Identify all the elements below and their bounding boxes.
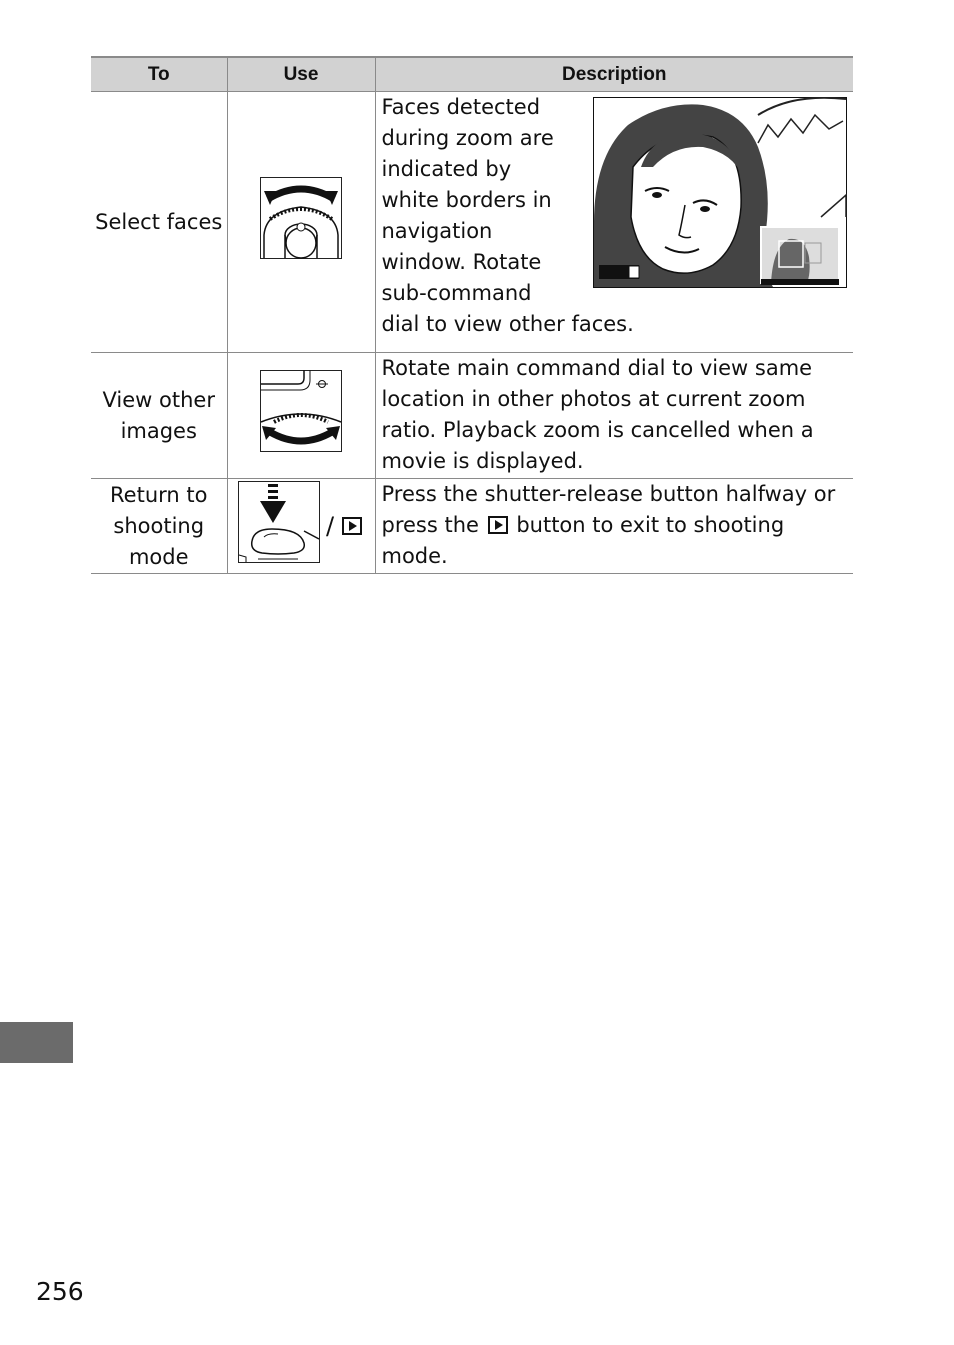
to-line: View other — [102, 387, 215, 412]
main-command-dial-icon — [260, 370, 342, 461]
header-description: Description — [375, 57, 853, 92]
to-cell: Select faces — [91, 92, 227, 353]
to-line: mode — [128, 544, 189, 569]
description-line: during zoom are — [381, 126, 554, 150]
playback-button-icon — [488, 516, 508, 534]
description-line: navigation — [381, 219, 493, 243]
description-cell — [375, 479, 853, 574]
playback-button-icon — [342, 517, 362, 535]
table-row — [91, 353, 853, 479]
table-row — [91, 92, 853, 353]
description-line: window. Rotate — [381, 250, 542, 274]
to-line: shooting — [113, 513, 205, 538]
description-line: mode. — [381, 544, 448, 568]
use-separator: / — [325, 511, 335, 540]
to-line: Return to — [110, 482, 208, 507]
description-cell — [375, 92, 853, 353]
description-line: movie is displayed. — [381, 449, 584, 473]
instruction-table — [91, 56, 853, 574]
description-line: sub-command — [381, 281, 532, 305]
section-tab-marker — [0, 1022, 73, 1063]
description-line: Faces detected — [381, 95, 541, 119]
description-line: indicated by — [381, 157, 512, 181]
description-line: Rotate main command dial to view same — [381, 356, 813, 380]
header-to: To — [91, 57, 227, 92]
description-line — [382, 510, 848, 541]
use-cell — [227, 479, 375, 574]
table-header-row — [91, 57, 853, 92]
description-fragment: button to exit to shooting — [516, 513, 785, 537]
to-line: images — [120, 418, 197, 443]
description-line: ratio. Playback zoom is cancelled when a — [381, 418, 814, 442]
table-row — [91, 479, 853, 574]
description-line: dial to view other faces. — [381, 312, 634, 336]
description-line: location in other photos at current zoom — [381, 387, 806, 411]
use-cell — [227, 92, 375, 353]
to-cell — [91, 353, 227, 479]
to-cell — [91, 479, 227, 574]
use-cell — [227, 353, 375, 479]
sub-command-dial-icon — [260, 177, 342, 268]
header-use: Use — [227, 57, 375, 92]
description-cell — [375, 353, 853, 479]
description-line: Press the shutter-release button halfway or — [381, 482, 836, 506]
description-line: white borders in — [381, 188, 552, 212]
shutter-release-button-icon — [238, 481, 320, 572]
page-number: 256 — [36, 1277, 84, 1306]
zoomed-face-photo-illustration — [593, 97, 847, 288]
description-fragment: press the — [381, 513, 479, 537]
